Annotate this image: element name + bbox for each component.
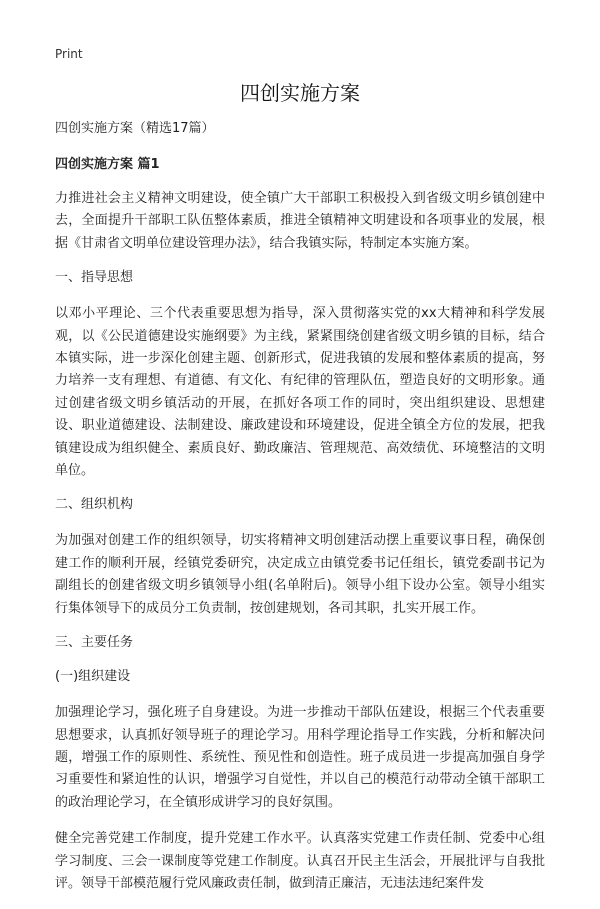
heading-organization: 二、组织机构 (55, 497, 134, 513)
intro-paragraph: 力推进社会主义精神文明建设，使全镇广大干部职工积极投入到省级文明乡镇创建中去，全面提升干部职工队伍整体素质，推进全镇精神文明建设和各项事业的发展，根据《甘肃省文明单位建设管理办法》，结合我镇实际，特制定本实施方案。 (55, 191, 545, 251)
paragraph-organization: 为加强对创建工作的组织领导，切实将精神文明创建活动摆上重要议事日程，确保创建工作的顺利开展，经镇党委研究，决定成立由镇党委书记任组长，镇党委副书记为副组长的创建省级文明乡镇领导小组(名单附后)。领导小组下设办公室。领导小组实行集体领导下的成员分工负责制，按创建规划，各司其职，扎实开展工作。 (55, 533, 545, 616)
heading-main-tasks: 三、主要任务 (55, 635, 134, 651)
document-subtitle: 四创实施方案（精选17篇） (55, 121, 215, 136)
paragraph-theory-study: 加强理论学习，强化班子自身建设。为进一步推动干部队伍建设，根据三个代表重要思想要求，认真抓好领导班子的理论学习。用科学理论指导工作实践，分析和解决问题，增强工作的原则性、系统性、预见性和创造性。班子成员进一步提高加强自身学习重要性和紧迫性的认识，增强学习自觉性，并以自己的模范行动带动全镇干部职工的政治理论学习，在全镇形成讲学习的良好氛围。 (55, 705, 545, 810)
print-label: Print (55, 47, 83, 61)
paragraph-party-building: 健全完善党建工作制度，提升党建工作水平。认真落实党建工作责任制、党委中心组学习制度、三会一课制度等党建工作制度。认真召开民主生活会，开展批评与自我批评。领导干部模范履行党风廉政责任制，做到清正廉洁，无违法违纪案件发 (55, 831, 545, 891)
subheading-organization-building: (一)组织建设 (55, 669, 131, 685)
paragraph-guiding-ideology: 以邓小平理论、三个代表重要思想为指导，深入贯彻落实党的xx大精神和科学发展观，以《公民道德建设实施纲要》为主线，紧紧围绕创建省级文明乡镇的目标，结合本镇实际，进一步深化创建主题、创新形式，促进我镇的发展和整体素质的提高，努力培养一支有理想、有道德、有文化、有纪律的管理队伍，塑造良好的文明形象。通过创建省级文明乡镇活动的开展，在抓好各项工作的同时，突出组织建设、思想建设、职业道德建设、法制建设、廉政建设和环境建设，促进全镇全方位的发展，把我镇建设成为组织健全、素质良好、勤政廉洁、管理规范、高效绩优、环境整洁的文明单位。 (55, 306, 545, 479)
page-title: 四创实施方案 (240, 81, 360, 105)
heading-guiding-ideology: 一、指导思想 (55, 270, 134, 286)
section-title: 四创实施方案 篇1 (55, 157, 160, 172)
document-body (55, 120, 545, 909)
